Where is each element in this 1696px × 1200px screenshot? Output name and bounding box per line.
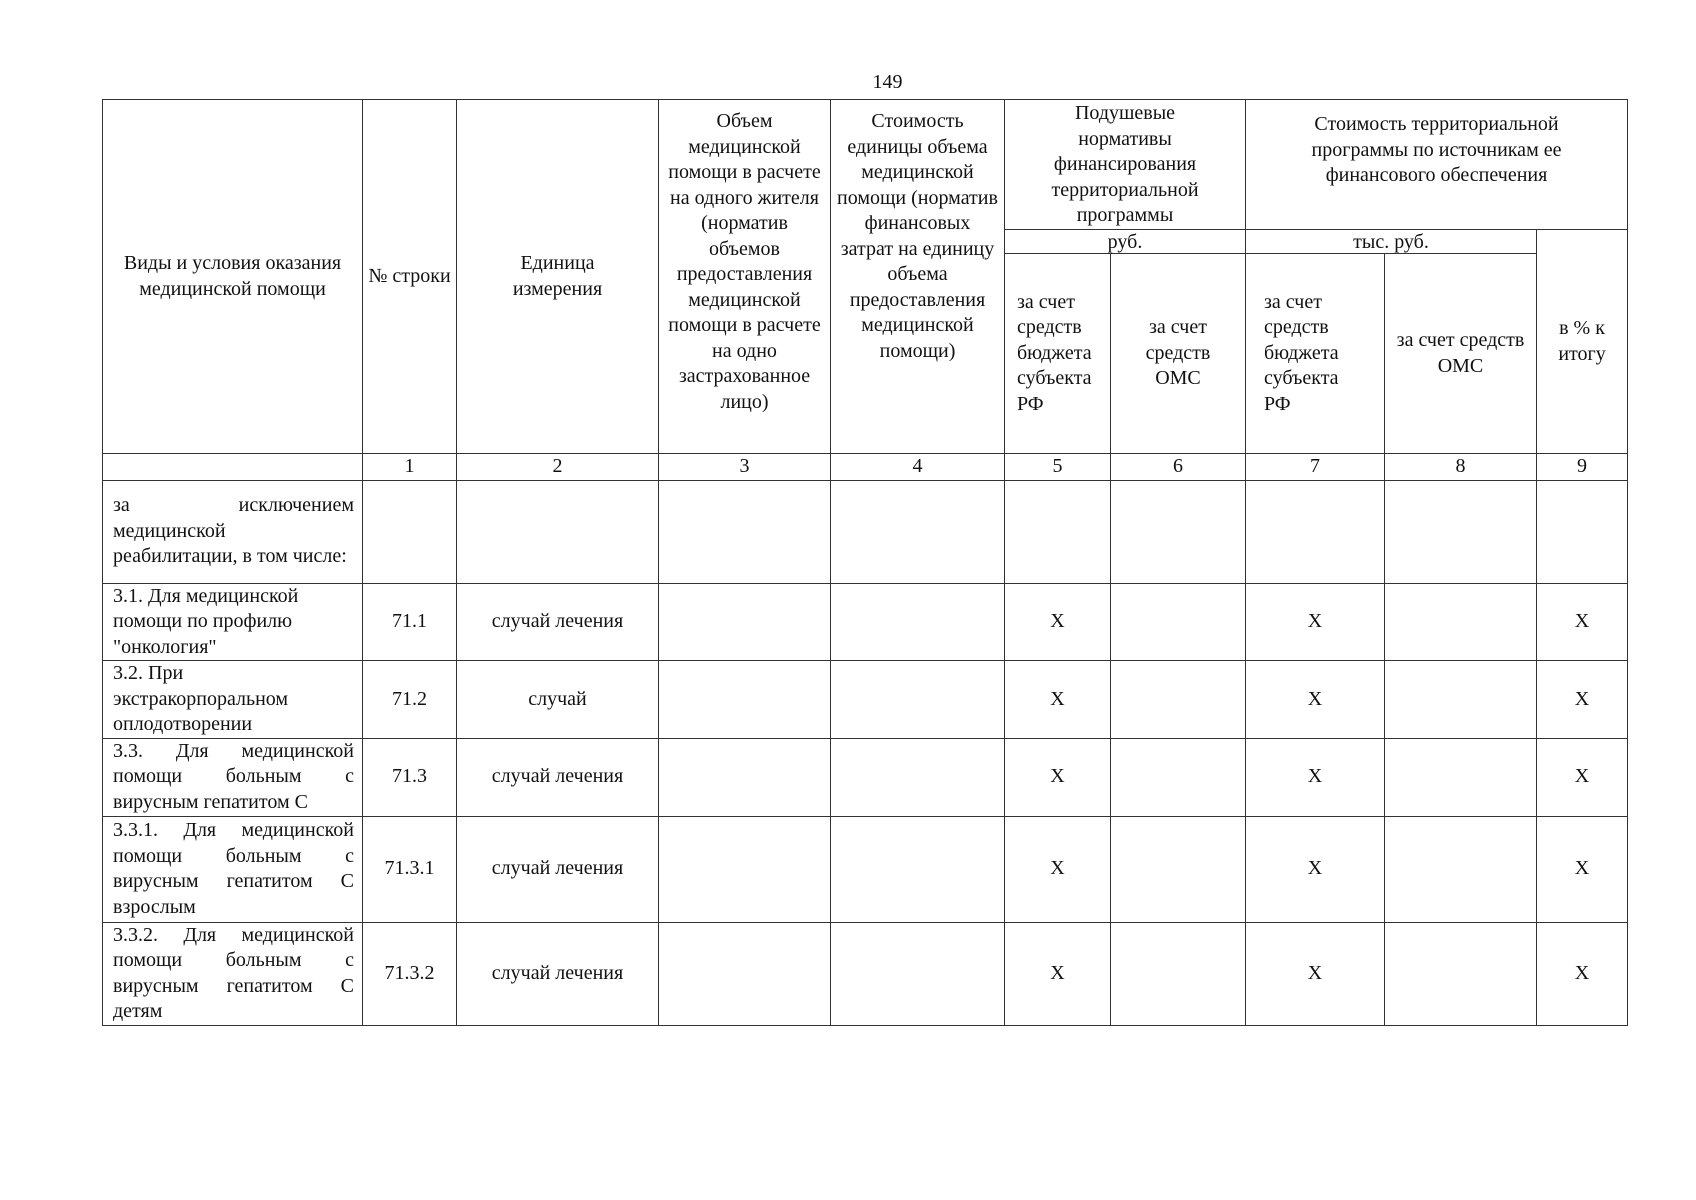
row-c8 xyxy=(1385,738,1537,816)
row-cost xyxy=(831,816,1005,922)
row-volume xyxy=(659,583,831,661)
row-c5: Х xyxy=(1005,738,1111,816)
table-row xyxy=(103,816,1628,922)
row-c7: Х xyxy=(1246,583,1385,661)
row-label: 3.3.1. Для медицинской помощи больным с вирусным гепатитом С взрослым xyxy=(103,816,363,922)
column-number: 1 xyxy=(363,454,457,481)
column-number: 9 xyxy=(1537,454,1628,481)
row-cost xyxy=(831,480,1005,583)
column-number: 4 xyxy=(831,454,1005,481)
row-c8 xyxy=(1385,480,1537,583)
header-oms-rub: за счет средств ОМС xyxy=(1111,254,1246,454)
column-number: 7 xyxy=(1246,454,1385,481)
row-unit: случай лечения xyxy=(457,816,659,922)
header-unit-rub: руб. xyxy=(1005,230,1246,254)
row-c9: Х xyxy=(1537,583,1628,661)
row-cost xyxy=(831,738,1005,816)
row-c6 xyxy=(1111,738,1246,816)
row-c5 xyxy=(1005,480,1111,583)
page-number: 149 xyxy=(872,71,903,93)
row-number xyxy=(363,480,457,583)
row-unit xyxy=(457,480,659,583)
row-c8 xyxy=(1385,816,1537,922)
header-budget-rf-thousand: за счет средств бюджета субъекта РФ xyxy=(1246,254,1385,454)
row-volume xyxy=(659,661,831,739)
row-c8 xyxy=(1385,661,1537,739)
row-c9: Х xyxy=(1537,922,1628,1025)
table-row xyxy=(103,661,1628,739)
header-unit: Единица измерения xyxy=(457,100,659,454)
column-numbers-row xyxy=(103,454,1628,481)
row-volume xyxy=(659,922,831,1025)
row-cost xyxy=(831,583,1005,661)
row-volume xyxy=(659,738,831,816)
row-c9: Х xyxy=(1537,738,1628,816)
column-number: 3 xyxy=(659,454,831,481)
financing-table xyxy=(102,99,1628,1026)
table-row xyxy=(103,480,1628,583)
column-number: 8 xyxy=(1385,454,1537,481)
header-cost: Стоимость единицы объема медицинской помощи (норматив финансовых затрат на единицу объема предоставления медицинской помощи) xyxy=(831,100,1005,454)
row-c6 xyxy=(1111,480,1246,583)
row-number: 71.1 xyxy=(363,583,457,661)
row-label: 3.1. Для медицинской помощи по профилю "онкология" xyxy=(103,583,363,661)
row-volume xyxy=(659,816,831,922)
row-number: 71.2 xyxy=(363,661,457,739)
table-row xyxy=(103,583,1628,661)
header-type: Виды и условия оказания медицинской помощи xyxy=(103,100,363,454)
row-unit: случай лечения xyxy=(457,922,659,1025)
row-c5: Х xyxy=(1005,583,1111,661)
row-c7 xyxy=(1246,480,1385,583)
row-c7: Х xyxy=(1246,738,1385,816)
row-unit: случай лечения xyxy=(457,738,659,816)
row-number: 71.3.1 xyxy=(363,816,457,922)
row-volume xyxy=(659,480,831,583)
header-row-top xyxy=(103,100,1628,230)
row-c7: Х xyxy=(1246,922,1385,1025)
row-c7: Х xyxy=(1246,661,1385,739)
header-per-capita: Подушевые нормативы финансирования территориальной программы xyxy=(1005,100,1246,230)
row-c6 xyxy=(1111,922,1246,1025)
row-c6 xyxy=(1111,583,1246,661)
header-volume: Объем медицинской помощи в расчете на одного жителя (норматив объемов предоставления медицинской помощи в расчете на одно застрахованное лицо) xyxy=(659,100,831,454)
row-c9: Х xyxy=(1537,816,1628,922)
header-cost-sources: Стоимость территориальной программы по источникам ее финансового обеспечения xyxy=(1246,100,1628,230)
table-row xyxy=(103,922,1628,1025)
row-number: 71.3 xyxy=(363,738,457,816)
row-c8 xyxy=(1385,922,1537,1025)
row-number: 71.3.2 xyxy=(363,922,457,1025)
row-unit: случай лечения xyxy=(457,583,659,661)
row-c9: Х xyxy=(1537,661,1628,739)
row-c5: Х xyxy=(1005,661,1111,739)
header-percent-total: в % к итогу xyxy=(1537,230,1628,454)
row-cost xyxy=(831,661,1005,739)
row-label: 3.3. Для медицинской помощи больным с вирусным гепатитом С xyxy=(103,738,363,816)
column-number: 2 xyxy=(457,454,659,481)
column-number-blank xyxy=(103,454,363,481)
row-label: за исключением медицинской реабилитации, в том числе: xyxy=(103,480,363,583)
header-unit-thousand-rub: тыс. руб. xyxy=(1246,230,1537,254)
header-oms-thousand: за счет средств ОМС xyxy=(1385,254,1537,454)
header-row-no: № строки xyxy=(363,100,457,454)
column-number: 5 xyxy=(1005,454,1111,481)
row-c7: Х xyxy=(1246,816,1385,922)
header-budget-rf-rub: за счет средств бюджета субъекта РФ xyxy=(1005,254,1111,454)
row-c5: Х xyxy=(1005,922,1111,1025)
row-cost xyxy=(831,922,1005,1025)
table-row xyxy=(103,738,1628,816)
row-label: 3.3.2. Для медицинской помощи больным с вирусным гепатитом С детям xyxy=(103,922,363,1025)
row-c8 xyxy=(1385,583,1537,661)
column-number: 6 xyxy=(1111,454,1246,481)
row-c5: Х xyxy=(1005,816,1111,922)
row-c9 xyxy=(1537,480,1628,583)
row-c6 xyxy=(1111,661,1246,739)
row-c6 xyxy=(1111,816,1246,922)
row-unit: случай xyxy=(457,661,659,739)
row-label: 3.2. При экстракорпоральном оплодотворении xyxy=(103,661,363,739)
